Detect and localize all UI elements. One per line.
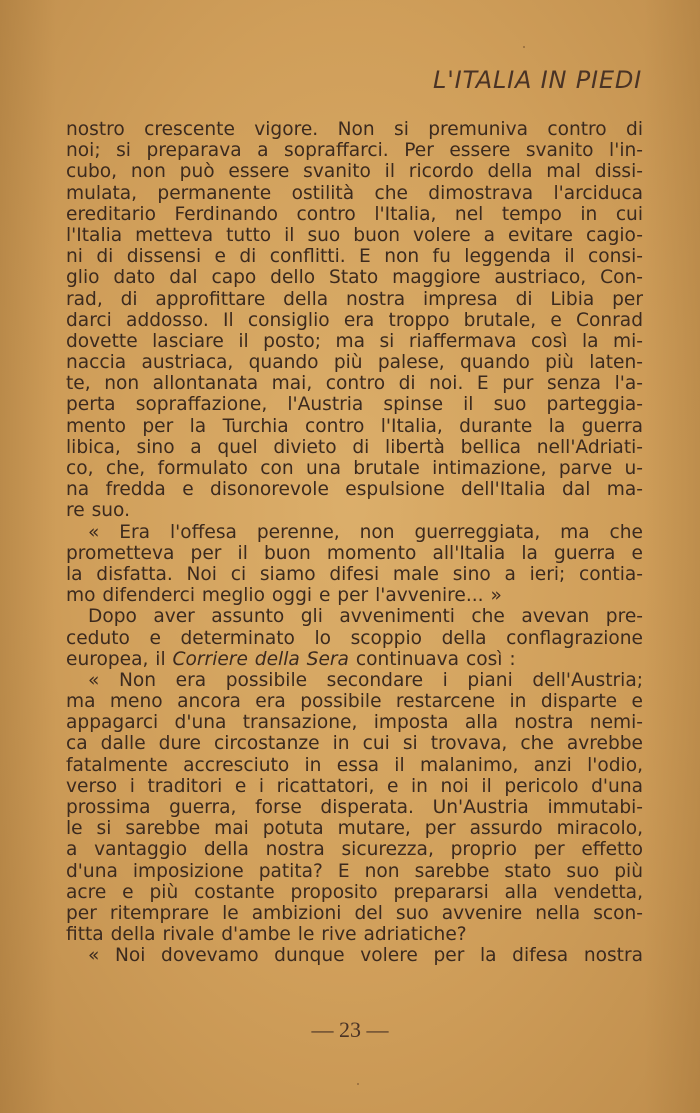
text-line: appagarci d'una transazione, imposta alla nostra nemi- xyxy=(66,712,643,734)
newspaper-title: Corriere della Sera xyxy=(172,648,349,670)
text-line: « Era l'offesa perenne, non guerreggiata, ma che xyxy=(88,521,643,543)
text-line: ereditario Ferdinando contro l'Italia, nel tempo in cui xyxy=(66,203,643,225)
text-line: glio dato dal capo dello Stato maggiore austriaco, Con- xyxy=(66,267,643,289)
text-line: rad, di approfittare della nostra impresa di Libia per xyxy=(66,288,643,310)
text-line: Dopo aver assunto gli avvenimenti che avevan pre- xyxy=(88,606,643,628)
text-line: nostro crescente vigore. Non si premuniva contro di xyxy=(66,119,643,140)
text-line: « Noi dovevamo dunque volere per la difesa nostra xyxy=(88,945,643,967)
text-line: noi; si preparava a sopraffarci. Per essere svanito l'in- xyxy=(66,140,643,162)
text-line: verso i traditori e i ricattatori, e in noi il pericolo d'una xyxy=(66,775,643,797)
text-line: prossima guerra, forse disperata. Un'Austria immutabi- xyxy=(66,797,643,818)
text-line: darci addosso. Il consiglio era troppo brutale, e Conrad xyxy=(66,309,643,331)
text-line: la disfatta. Noi ci siamo difesi male sino a ieri; contia- xyxy=(66,563,643,585)
text-line: libica, sino a quel divieto di libertà bellica nell'Adriati- xyxy=(66,436,643,458)
text-line: perta sopraffazione, l'Austria spinse il suo parteggia- xyxy=(66,394,643,416)
text-line: mulata, permanente ostilità che dimostrava l'arciduca xyxy=(66,182,643,204)
text-line: te, non allontanata mai, contro di noi. E pur senza l'a- xyxy=(66,373,643,395)
text-line: acre e più costante proposito prepararsi alla vendetta, xyxy=(66,881,643,903)
text-line: a vantaggio della nostra sicurezza, proprio per effetto xyxy=(66,839,643,861)
text-line: re suo. xyxy=(66,500,131,522)
body-text xyxy=(66,119,643,967)
text-line: per ritemprare le ambizioni del suo avvenire nella scon- xyxy=(66,902,643,924)
text-line: prometteva per il buon momento all'Italia la guerra e xyxy=(66,542,643,564)
text-line: ma meno ancora era possibile restarcene in disparte e xyxy=(66,691,643,713)
text-line: naccia austriaca, quando più palese, quando più laten- xyxy=(66,352,643,374)
text-line: ca dalle dure circostanze in cui si trovava, che avrebbe xyxy=(66,733,643,755)
text-line: fatalmente accresciuto in essa il malanimo, anzi l'odio, xyxy=(66,754,643,776)
text-line: ni di dissensi e di conflitti. E non fu leggenda il consi- xyxy=(66,246,643,268)
text-line: cubo, non può essere svanito il ricordo della mal dissi- xyxy=(66,161,643,183)
text-line: na fredda e disonorevole espulsione dell'Italia dal ma- xyxy=(66,479,643,501)
text-line: fitta della rivale d'ambe le rive adriatiche? xyxy=(66,924,467,946)
paper-speck xyxy=(523,46,525,48)
text-line: le si sarebbe mai potuta mutare, per assurdo miracolo, xyxy=(66,818,643,840)
text-line: l'Italia metteva tutto il suo buon volere a evitare cagio- xyxy=(66,224,643,246)
page-number: — 23 — xyxy=(311,1017,389,1042)
text-line: dovette lasciare il posto; ma si riaffermava così la mi- xyxy=(66,330,643,352)
running-head: L'ITALIA IN PIEDI xyxy=(433,66,642,94)
text-line: co, che, formulato con una brutale intimazione, parve u- xyxy=(66,458,643,479)
text-line: « Non era possibile secondare i piani dell'Austria; xyxy=(88,669,643,691)
text-line: d'una imposizione patita? E non sarebbe stato suo più xyxy=(66,860,643,882)
text-line: mento per la Turchia contro l'Italia, durante la guerra xyxy=(66,415,643,437)
text-line-with-italic: europea, il Corriere della Sera continuava così : xyxy=(66,648,516,670)
paper-speck xyxy=(357,1083,359,1085)
text-line: ceduto e determinato lo scoppio della conflagrazione xyxy=(66,627,643,649)
text-line: mo difenderci meglio oggi e per l'avvenire... » xyxy=(66,585,502,607)
